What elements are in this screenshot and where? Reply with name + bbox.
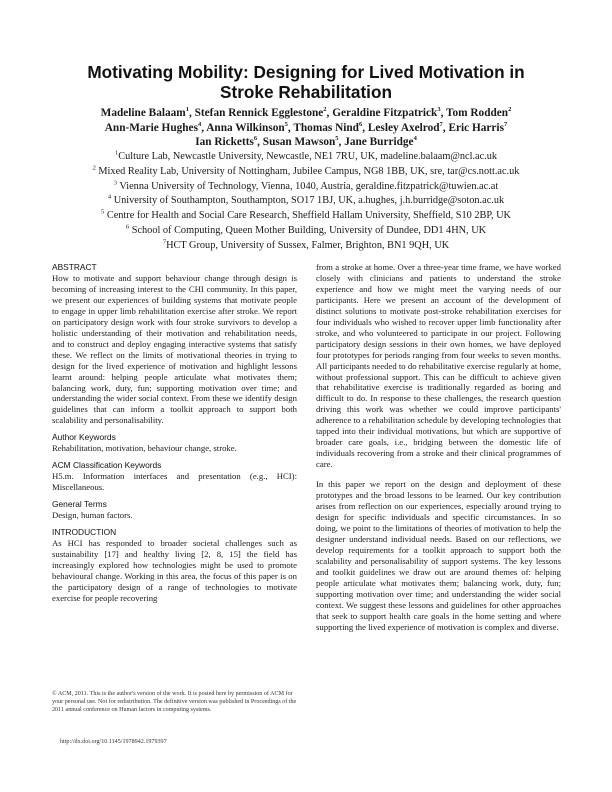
affiliation-text: University of Southampton, Southampton, SO17 1BJ, UK, a.hughes, j.h.burridge@soton.ac.uk bbox=[113, 195, 505, 207]
author-name: Susan Mawson bbox=[262, 136, 336, 148]
author-affiliation-mark: 2 bbox=[323, 106, 327, 114]
author-affiliation-mark: 7 bbox=[439, 120, 443, 128]
introduction-text: As HCI has responded to broader societal challenges such as sustainability [17] and healthy living [2, 8, 15] the field has increasingly explored how technologies might be used to promote behavioural change. Working in this area, the focus of this paper is on the participatory design of a range of technologies to motivate exercise for people recovering bbox=[52, 538, 297, 603]
affiliation-mark: 4 bbox=[107, 193, 112, 201]
keywords-text: Rehabilitation, motivation, behaviour change, stroke. bbox=[52, 443, 237, 454]
author-name: Eric Harris bbox=[448, 121, 504, 134]
doi-link[interactable]: http://dx.doi.org/10.1145/1978942.1979397 bbox=[60, 739, 167, 745]
affiliation-text: HCT Group, University of Sussex, Falmer, Brighton, BN1 9QH, UK bbox=[166, 239, 450, 251]
affiliation-mark: 5 bbox=[101, 208, 105, 216]
author-affiliation-mark: 5 bbox=[284, 120, 288, 128]
author-name: Ann-Marie Hughes bbox=[104, 121, 198, 134]
acm-classification-text: H5.m. Information interfaces and presentation (e.g., HCI): Miscellaneous. bbox=[52, 471, 297, 493]
introduction-heading: INTRODUCTION bbox=[52, 527, 117, 538]
affiliation bbox=[40, 194, 572, 209]
author-affiliation-mark: 6 bbox=[253, 135, 258, 143]
affiliation bbox=[40, 224, 572, 239]
author-name: Ian Ricketts bbox=[195, 136, 254, 148]
acm-classification-heading: ACM Classification Keywords bbox=[52, 460, 162, 471]
affiliation bbox=[40, 180, 572, 195]
affiliation-text: Centre for Health and Social Care Research, Sheffield Hallam University, Sheffield, S10 2BP, UK bbox=[106, 210, 511, 222]
affiliation-mark: 2 bbox=[92, 164, 96, 172]
author-name: Geraldine Fitzpatrick bbox=[332, 107, 438, 119]
keywords-heading: Author Keywords bbox=[52, 432, 116, 443]
affiliation-text: School of Computing, Queen Mother Building, University of Dundee, DD1 4HN, UK bbox=[131, 224, 487, 236]
author-affiliation-mark: 7 bbox=[503, 120, 508, 128]
abstract-text: How to motivate and support behaviour change through design is becoming of increasing interest to the CHI community. In this paper, we present our experiences of building systems that motivate people to engage in upper limb rehabilitation exercise after stroke. We report on participatory design work with four stroke survivors to develop a holistic understanding of their motivation and rehabilitation needs, and to construct and deploy engaging interactive systems that satisfy these. We reflect on the limits of motivational theories in trying to design for the lived experience of motivation and highlight lessons learnt around: helping people articulate what motivates them; balancing work, duty, fun; supporting motivation over time; and understanding the wider social context. From these we identify design guidelines that can inform a toolkit approach to support both scalability and personalisability. bbox=[52, 273, 297, 426]
author-affiliation-mark: 4 bbox=[413, 135, 417, 143]
affiliation bbox=[40, 150, 572, 165]
affiliation-mark: 1 bbox=[114, 149, 119, 157]
affiliation-text: Culture Lab, Newcastle University, Newcastle, NE1 7RU, UK, madeline.balaam@ncl.ac.uk bbox=[118, 151, 498, 162]
affiliation-text: Mixed Reality Lab, University of Nottingham, Jubilee Campus, NG8 1BB, UK, sre, tar@cs.nott.ac.uk bbox=[98, 165, 520, 177]
general-terms-heading: General Terms bbox=[52, 499, 107, 510]
author-list: Madeline Balaam$^1$, Stefan Rennick Egglestone$^2$, Geraldine Fitzpatrick$^3$, Tom Rodden$^2$ Ann-Marie Hughes$^4$, Anna Wilkinson$^5$, Thomas Nind$^6$, Lesley Axelrod$^7$, Eric Harris$^7$ Ian Ricketts$^6$, Susan Mawson$^5$, Jane Burridge$^4$ bbox=[100, 106, 512, 148]
affiliation-mark: 7 bbox=[162, 238, 167, 246]
affiliation bbox=[40, 209, 572, 224]
author-affiliation-mark: 1 bbox=[185, 106, 189, 114]
author-affiliation-mark: 2 bbox=[508, 106, 512, 114]
author-name: Madeline Balaam bbox=[100, 107, 186, 119]
right-column bbox=[316, 262, 561, 632]
copyright-notice: © ACM, 2011. This is the author's version of the work. It is posted here by permission of ACM for your personal use. Not for redistribution. The definitive version was published in Proceedings of the 2011 annual conference on Human factors in computing systems. bbox=[52, 691, 297, 714]
author-name: Thomas Nind bbox=[293, 121, 359, 134]
left-column bbox=[52, 262, 297, 604]
paper-title: Motivating Mobility: Designing for Lived Motivation in Stroke Rehabilitation bbox=[87, 62, 525, 102]
affiliation-text: Vienna University of Technology, Vienna, 1040, Austria, geraldine.fitzpatrick@tuwien.ac.at bbox=[119, 180, 499, 192]
author-name: Lesley Axelrod bbox=[367, 121, 440, 134]
affiliation-mark: 6 bbox=[125, 223, 130, 231]
author-affiliation-mark: 6 bbox=[358, 120, 363, 128]
affiliation bbox=[40, 239, 572, 254]
author-name: Stefan Rennick Egglestone bbox=[194, 107, 324, 119]
affiliation-list bbox=[40, 150, 572, 254]
author-affiliation-mark: 3 bbox=[437, 106, 441, 114]
author-name: Tom Rodden bbox=[446, 107, 509, 119]
body-paragraph: from a stroke at home. Over a three-year time frame, we have worked closely with clinicians and patients to understand the stroke experience and how we might meet the varying needs of our participants. Here we present an account of the development of distinct solutions to motivate post-stroke rehabilitation exercises for four individuals who wished to recover upper limb functionality after stroke, and who volunteered to participate in our project. Following participatory design sessions in their own homes, we have deployed four prototypes for periods ranging from four weeks to seven months. All participants needed to do rehabilitative exercise regularly at home, without professional support. This can be difficult to achieve given that rehabilitative exercise is traditionally regarded as boring and difficult to do. In response to these challenges, the research question driving this work was whether we could improve participants' adherence to a rehabilitation schedule by developing technologies that tapped into their individual motivations, but which are supportive of broader care goals, i.e., bridging between the domestic life of individuals recovering from a stroke and their clinical programmes of care. bbox=[316, 262, 561, 470]
abstract-heading: ABSTRACT bbox=[52, 262, 97, 272]
author-affiliation-mark: 4 bbox=[197, 120, 202, 128]
body-paragraph: In this paper we report on the design and deployment of these prototypes and the broad lessons to be learned. Our key contribution arises from reflection on our experiences, especially around trying to design for specific individuals and specific circumstances. In so doing, we point to the limitations of theories of motivation to help the designer understand individual needs. Based on our reflections, we develop requirements for a toolkit approach to support both the scalability and personalisability of support systems. The key lessons and toolkit guidelines we draw out are around themes of: helping people articulate what motivates them; balancing work, duty, fun; supporting motivation over time; and understanding the wider social context. We suggest these lessons and guidelines for other approaches that seek to support health care goals in the home setting and where supporting the lived experience of motivation is complex and diverse. bbox=[316, 479, 561, 632]
author-affiliation-mark: 5 bbox=[335, 135, 339, 143]
affiliation bbox=[40, 165, 572, 180]
author-name: Jane Burridge bbox=[344, 136, 414, 148]
affiliation-mark: 3 bbox=[113, 179, 118, 187]
general-terms-text: Design, human factors. bbox=[52, 510, 133, 521]
author-name: Anna Wilkinson bbox=[206, 121, 285, 134]
